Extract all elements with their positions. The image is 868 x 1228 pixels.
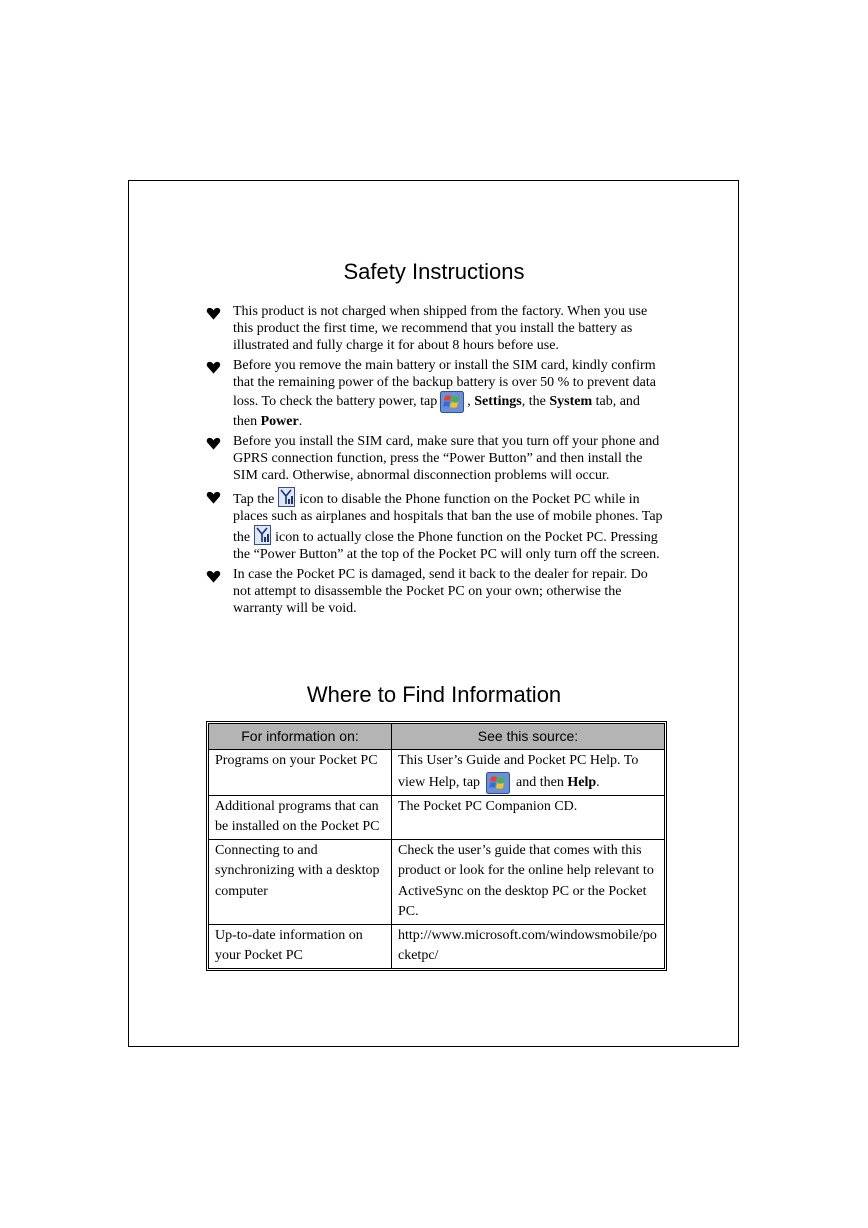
source-cell: This User’s Guide and Pocket PC Help. To view Help, tap and then Help. [392,750,664,796]
help-label: Help [567,774,597,790]
heart-bullet-icon [206,491,221,505]
safety-text: In case the Pocket PC is damaged, send it back to the dealer for repair. Do not attempt to disassemble the Pocket PC on your own; otherwise the warranty will be void. [233,567,648,616]
topic-cell: Programs on your Pocket PC [209,750,392,796]
safety-list [206,303,666,620]
safety-text: Tap the [233,492,275,507]
source-cell: The Pocket PC Companion CD. [392,796,664,840]
safety-text: Before you install the SIM card, make sure that you turn off your phone and GPRS connection function, press the “Power Button” and then install the SIM card. Otherwise, abnormal disconnection problems will occur. [233,434,660,483]
topic-cell: Up-to-date information on your Pocket PC [209,925,392,968]
table-row [209,796,664,840]
safety-item: Tap the icon to disable the Phone function on the Pocket PC while in places such as airplanes and hospitals that ban the use of mobile phones. Tap the icon to actually close the Phone function on the Pocket PC. Pressing the “Power Button” at the top of the Pocket PC will only turn off the screen. [206,487,666,563]
heart-bullet-icon [206,307,221,321]
table-row [209,750,664,796]
windows-start-icon [440,391,464,413]
heart-bullet-icon [206,570,221,584]
power-label: Power [260,414,299,429]
phone-signal-icon [278,487,295,507]
heart-bullet-icon [206,361,221,375]
table-header-row [209,724,664,750]
topic-cell: Additional programs that can be installed on the Pocket PC [209,796,392,840]
windows-start-icon [486,772,510,794]
safety-item [206,433,666,484]
source-cell: http://www.microsoft.com/windowsmobile/pocketpc/ [398,927,657,963]
info-table [208,723,665,969]
safety-item: Before you remove the main battery or install the SIM card, kindly confirm that the remaining power of the backup battery is over 50 % to prevent data loss. To check the battery power, tap , Settings, the System tab, and then Power. [206,357,666,430]
safety-item [206,303,666,354]
safety-text: Before you remove the main battery or install the SIM card, kindly confirm that the remaining power of the backup battery is over 50 % to prevent data loss. To check the battery power, tap [233,358,656,410]
source-cell: Check the user’s guide that comes with this product or look for the online help relevant to ActiveSync on the desktop PC or the Pocket PC. [392,840,664,925]
safety-text: This product is not charged when shipped from the factory. When you use this product the first time, we recommend that you install the battery as illustrated and fully charge it for about 8 hours before use. [233,304,648,353]
where-title: Where to Find Information [306,682,562,707]
safety-item [206,566,666,617]
topic-cell: Connecting to and synchronizing with a desktop computer [209,840,392,925]
settings-label: Settings [474,394,522,410]
column-header: For information on: [209,724,392,750]
system-label: System [549,394,593,410]
phone-signal-icon [254,525,271,545]
column-header: See this source: [392,724,664,750]
table-row [209,840,664,925]
safety-title: Safety Instructions [343,259,525,284]
table-row [209,925,664,968]
heart-bullet-icon [206,437,221,451]
